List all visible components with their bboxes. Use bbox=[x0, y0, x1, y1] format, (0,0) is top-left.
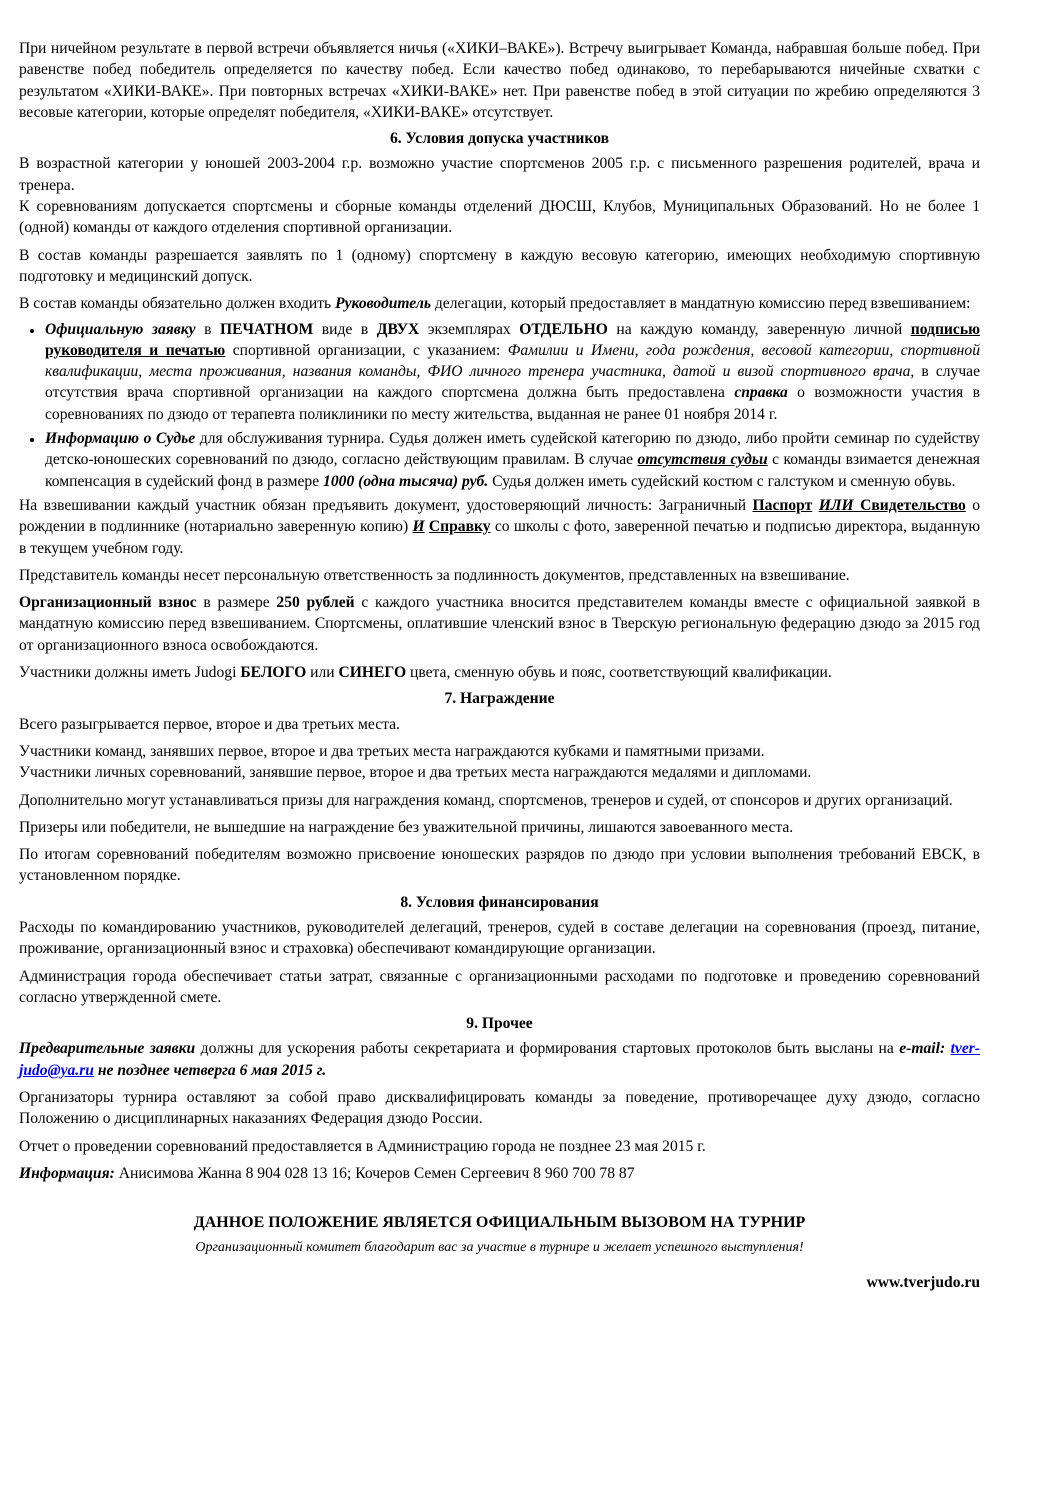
team-composition-paragraph: В состав команды разрешается заявлять по 1 (одному) спортсмену в каждую весовую категорию, имеющих необходимую спортивную подготовку и медицинский допуск. bbox=[19, 246, 980, 285]
age-category-paragraph: В возрастной категории у юношей 2003-2004 г.р. возможно участие спортсменов 2005 г.р. с письменного разрешения родителей, врача и тренера. bbox=[19, 155, 980, 194]
identity-documents-paragraph: На взвешивании каждый участник обязан предъявить документ, удостоверяющий личность: Заграничный Паспорт ИЛИ Свидетельство о рождении в подлиннике (нотариально заверенную копию) И Справку со школы с фото, заверенной печатью и подписью директора, выданную в текущем учебном году. bbox=[19, 496, 980, 557]
responsibility-paragraph: Представитель команды несет персональную ответственность за подлинность документов, представленных на взвешивание. bbox=[19, 566, 850, 584]
absence-paragraph: Призеры или победители, не вышедшие на награждение без уважительной причины, лишаются завоеванного места. bbox=[19, 818, 794, 836]
report-paragraph: Отчет о проведении соревнований предоставляется в Администрацию города не позднее 23 мая 2015 г. bbox=[19, 1137, 706, 1155]
disqualification-paragraph: Организаторы турнира оставляют за собой право дисквалифицировать команды за поведение, противоречащее духу дзюдо, согласно Положению о дисциплинарных наказаниях Федерация дзюдо России. bbox=[19, 1089, 980, 1128]
preliminary-applications-paragraph: Предварительные заявки должны для ускорения работы секретариата и формирования стартовых протоколов быть высланы на e-mail: tver-judo@ya.ru не позднее четверга 6 мая 2015 г. bbox=[19, 1040, 981, 1079]
admission-paragraph: К соревнованиям допускается спортсмены и сборные команды отделений ДЮСШ, Клубов, Муниципальных Образований. Но не более 1 (одной) команды от каждого отделения спортивной организации. bbox=[19, 198, 980, 237]
sponsor-prizes-paragraph: Дополнительно могут устанавливаться призы для награждения команд, спортсменов, тренеров и судей, от спонсоров и других организаций. bbox=[19, 791, 953, 809]
section-7-heading: 7. Награждение bbox=[444, 690, 555, 708]
list-item-judge-information: • Информацию о Судье для обслуживания турнира. Судья должен иметь судейской категорию по дзюдо, либо пройти семинар по судейству детско-юношеских соревнований по дзюдо, согласно действующим правилам. В случае отсутствия судьи с команды взимается денежная компенсация в судейский фонд в размере 1000 (одна тысяча) руб. Судья должен иметь судейский костюм с галстуком и сменную обувь. bbox=[44, 428, 980, 492]
team-leader-paragraph: В состав команды обязательно должен входить Руководитель делегации, который предоставляет в мандатную комиссию перед взвешиванием: bbox=[19, 295, 971, 313]
individual-awards-paragraph: Участники личных соревнований, занявшие первое, второе и два третьих места награждаются медалями и дипломами. bbox=[19, 764, 812, 782]
document-page bbox=[19, 38, 980, 1293]
website-link[interactable]: www.tverjudo.ru bbox=[866, 1273, 980, 1291]
thanks-line: Организационный комитет благодарит вас за участие в турнире и желает успешного выступления! bbox=[195, 1239, 804, 1255]
team-leader-label: Руководитель bbox=[335, 295, 431, 313]
list-item-official-application: • Официальную заявку в ПЕЧАТНОМ виде в ДВУХ экземплярах ОТДЕЛЬНО на каждую команду, заверенную личной подписью руководителя и печатью спортивной организации, с указанием: Фамилии и Имени, года рождения, весовой категории, спортивной квалификации, места проживания, названия команды, ФИО личного тренера участника, датой и визой спортивного врача, в случае отсутствия врача спортивной организации на каждого спортсмена должна быть предоставлена справка о возможности участия в соревнованиях по дзюдо от терапевта поликлиники по месту жительства, выданная не ранее 01 ноября 2014 г. bbox=[44, 319, 980, 425]
contact-information-paragraph: Информация: Анисимова Жанна 8 904 028 13 16; Кочеров Семен Сергеевич 8 960 700 78 87 bbox=[19, 1164, 635, 1182]
documents-list bbox=[19, 319, 980, 492]
section-8-heading: 8. Условия финансирования bbox=[400, 893, 599, 911]
expenses-paragraph: Расходы по командированию участников, руководителей делегаций, тренеров, судей в составе делегации на соревнования (проезд, питание, проживание, организационный взнос и страховка) обеспечивают командирующие организации. bbox=[19, 918, 980, 958]
section-6-heading: 6. Условия допуска участников bbox=[389, 130, 610, 148]
judogi-paragraph: Участники должны иметь Judogi БЕЛОГО или СИНЕГО цвета, сменную обувь и пояс, соответствующий квалификации. bbox=[19, 664, 832, 682]
section-9-heading: 9. Прочее bbox=[466, 1015, 533, 1033]
team-awards-paragraph: Участники команд, занявших первое, второе и два третьих места награждаются кубками и памятными призами. bbox=[19, 742, 765, 760]
ranks-paragraph: По итогам соревнований победителям возможно присвоение юношеских разрядов по дзюдо при условии выполнения требований ЕВСК, в установленном порядке. bbox=[19, 846, 980, 885]
administration-paragraph: Администрация города обеспечивает статьи затрат, связанные с организационными расходами по подготовке и проведению соревнований согласно утвержденной смете. bbox=[19, 967, 980, 1006]
tiebreak-paragraph: При ничейном результате в первой встречи объявляется ничья («ХИКИ–ВАКЕ»). Встречу выигрывает Команда, набравшая больше побед. При равенстве побед победитель определяется по качеству побед. Если качество побед одинаково, то перебарываются ничейные схватки с результатом «ХИКИ-ВАКЕ». При повторных встречах «ХИКИ-ВАКЕ» нет. При равенстве побед в этой ситуации по жребию определяются 3 весовые категории, которые определят победителя, «ХИКИ-ВАКЕ» отсутствует. bbox=[19, 40, 980, 121]
places-paragraph: Всего разыгрывается первое, второе и два третьих места. bbox=[19, 715, 400, 733]
entry-fee-paragraph: Организационный взнос в размере 250 рублей с каждого участника вносится представителем команды вместе с официальной заявкой в мандатную комиссию перед взвешиванием. Спортсмены, оплатившие членский взнос в Тверскую региональную федерацию дзюдо за 2015 год от организационного взноса освобождаются. bbox=[19, 594, 980, 654]
official-call-heading: ДАННОЕ ПОЛОЖЕНИЕ ЯВЛЯЕТСЯ ОФИЦИАЛЬНЫМ ВЫЗОВОМ НА ТУРНИР bbox=[193, 1214, 806, 1232]
email-link[interactable]: tver-judo@ya.ru bbox=[19, 1040, 981, 1079]
